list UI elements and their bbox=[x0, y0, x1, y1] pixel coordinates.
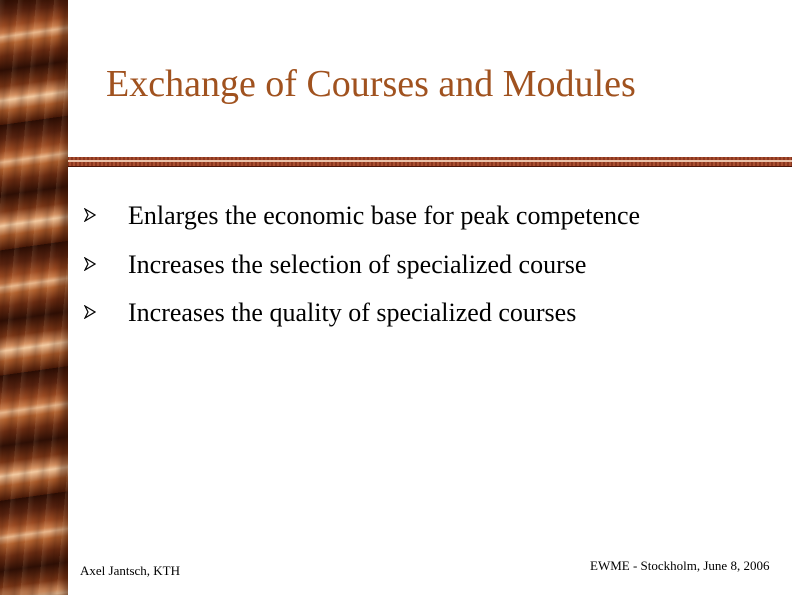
arrowhead-bullet-icon bbox=[84, 208, 96, 222]
decorative-side-band bbox=[0, 0, 68, 595]
bullet-text: Increases the quality of specialized courses bbox=[128, 298, 577, 327]
slide-title: Exchange of Courses and Modules bbox=[106, 63, 636, 105]
bullet-text: Increases the selection of specialized course bbox=[128, 250, 587, 279]
arrowhead-bullet-icon bbox=[84, 305, 96, 319]
footer-event: EWME - Stockholm, June 8, 2006 bbox=[590, 558, 770, 573]
arrowhead-bullet-icon bbox=[84, 257, 96, 271]
title-divider bbox=[68, 157, 792, 166]
bullet-text: Enlarges the economic base for peak competence bbox=[128, 201, 641, 230]
footer-author: Axel Jantsch, KTH bbox=[80, 563, 181, 578]
